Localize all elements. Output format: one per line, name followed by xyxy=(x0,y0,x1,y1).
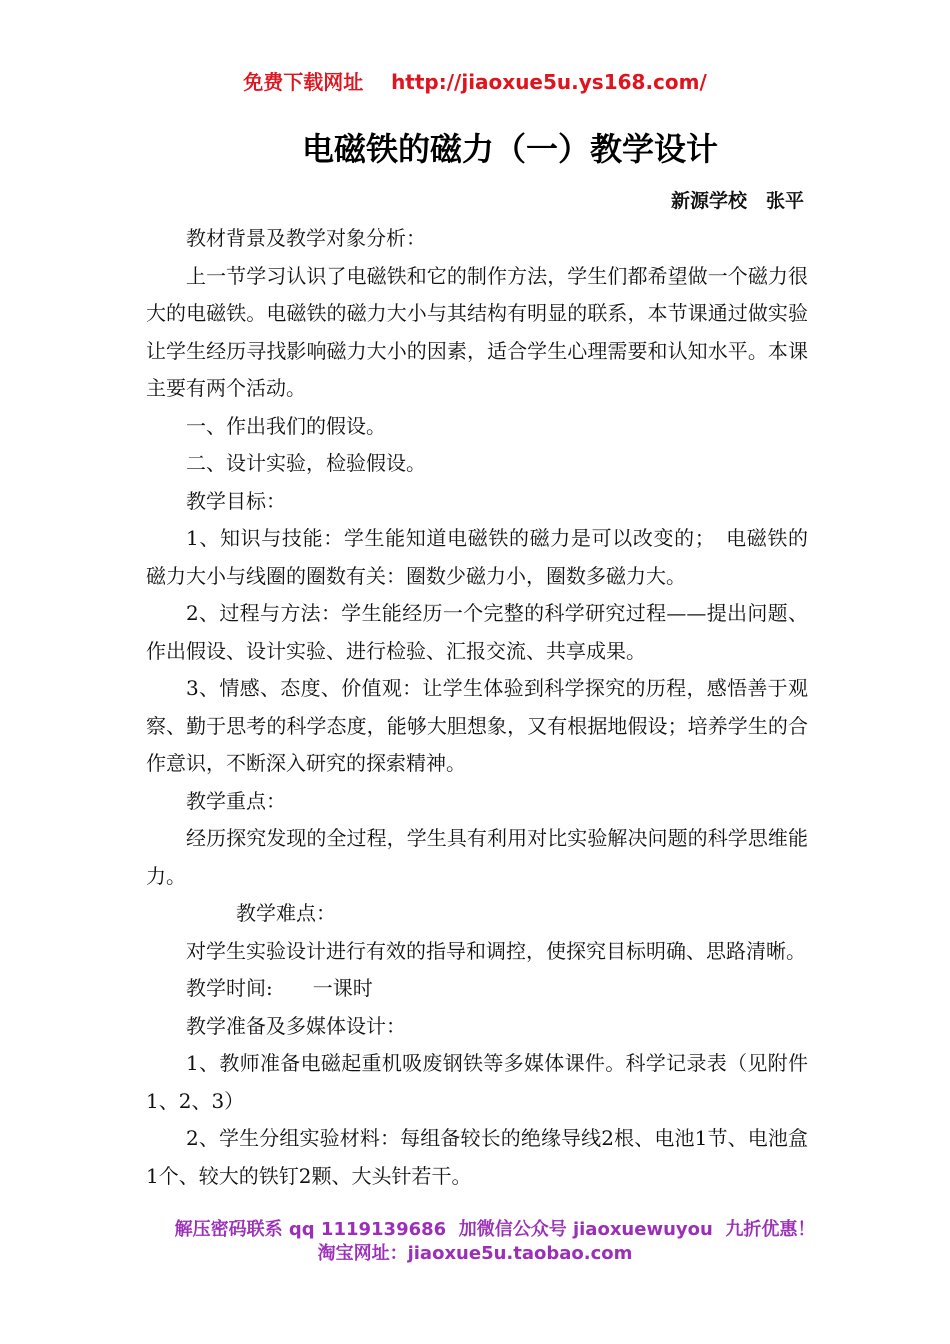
preparation-teacher: 1、教师准备电磁起重机吸废钢铁等多媒体课件。科学记录表（见附件1、2、3） xyxy=(146,1051,808,1113)
paragraph-key-points: 经历探究发现的全过程，学生具有利用对比实验解决问题的科学思维能力。 xyxy=(146,826,808,888)
activity-item-1: 一、作出我们的假设。 xyxy=(186,413,386,438)
author-line: 新源学校 张平 xyxy=(670,190,804,212)
footer-shop-link[interactable]: 淘宝网址：jiaoxue5u.taobao.com xyxy=(317,1243,633,1264)
objective-knowledge: 1、知识与技能：学生能知道电磁铁的磁力是可以改变的； 电磁铁的磁力大小与线圈的圈数有关：圈数少磁力小，圈数多磁力大。 xyxy=(146,526,808,588)
preparation-student: 2、学生分组实验材料：每组备较长的绝缘导线2根、电池1节、电池盒1个、较大的铁钉2颗、大头针若干。 xyxy=(146,1126,808,1188)
section-heading-preparation: 教学准备及多媒体设计： xyxy=(186,1013,406,1038)
download-url[interactable]: http://jiaoxue5u.ys168.com/ xyxy=(391,70,707,94)
footer-contact-line: 解压密码联系 qq 1119139686 加微信公众号 jiaoxuewuyou 九折优惠！ xyxy=(174,1219,816,1240)
footer-promo xyxy=(0,1218,950,1266)
objective-attitude: 3、情感、态度、价值观：让学生体验到科学探究的历程，感悟善于观察、勤于思考的科学态度，能够大胆想象，又有根据地假设；培养学生的合作意识，不断深入研究的探索精神。 xyxy=(146,676,808,775)
paragraph-background: 上一节学习认识了电磁铁和它的制作方法，学生们都希望做一个磁力很大的电磁铁。电磁铁的磁力大小与其结构有明显的联系，本节课通过做实验让学生经历寻找影响磁力大小的因素，适合学生心理需要和认知水平。本课主要有两个活动。 xyxy=(146,263,808,400)
section-heading-key-points: 教学重点： xyxy=(186,788,286,813)
paragraph-difficulties: 对学生实验设计进行有效的指导和调控，使探究目标明确、思路清晰。 xyxy=(186,938,806,963)
section-heading-background: 教材背景及教学对象分析： xyxy=(186,226,426,250)
download-label: 免费下载网址 xyxy=(243,70,364,94)
document-body xyxy=(146,220,808,1195)
section-heading-difficulties: 教学难点： xyxy=(236,901,336,925)
section-heading-objectives: 教学目标： xyxy=(186,488,286,513)
header-download-link[interactable] xyxy=(0,66,950,95)
teaching-time: 教学时间: 一课时 xyxy=(186,976,373,1000)
activity-item-2: 二、设计实验，检验假设。 xyxy=(186,451,426,475)
objective-process: 2、过程与方法：学生能经历一个完整的科学研究过程——提出问题、作出假设、设计实验、进行检验、汇报交流、共享成果。 xyxy=(146,601,808,663)
page-title: 电磁铁的磁力（一）教学设计 xyxy=(301,130,718,168)
